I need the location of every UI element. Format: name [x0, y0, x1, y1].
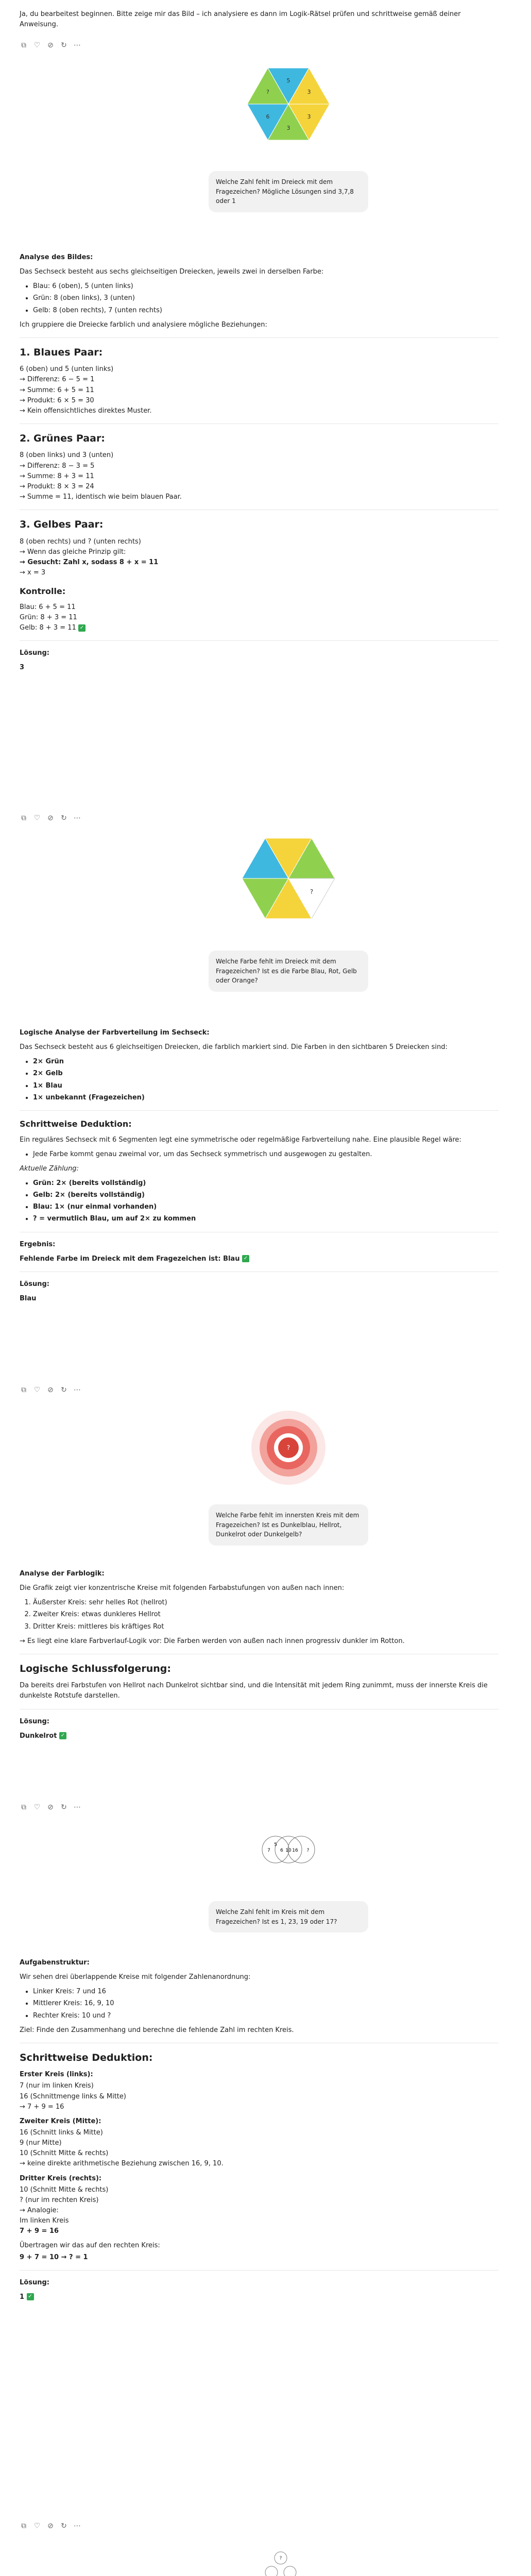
line: 16 (Schnitt links & Mitte) — [20, 2128, 103, 2137]
thumbs-up-icon[interactable]: ♡ — [33, 2522, 41, 2530]
pair-lines — [20, 537, 499, 579]
line: → Produkt: 8 × 3 = 24 — [20, 482, 94, 490]
hex-number: 3 — [307, 113, 311, 120]
check-icon: ✓ — [78, 624, 85, 632]
message-actions — [20, 1386, 81, 1394]
user-message-text: Welche Zahl fehlt im Dreieck mit dem Fragezeichen? Mögliche Lösungen sind 3,7,8 oder 1 — [216, 178, 354, 205]
user-message-bubble — [209, 1504, 368, 1546]
left-circle — [262, 1836, 289, 1863]
solution-value: Blau — [20, 1295, 37, 1303]
message-actions — [20, 2522, 81, 2530]
mid-lines — [20, 2128, 499, 2170]
divider — [20, 337, 499, 338]
hexagon-colors-figure — [209, 827, 368, 930]
thumbs-down-icon[interactable]: ⊘ — [47, 41, 54, 49]
circle-number: 7 — [267, 1848, 270, 1853]
line: → keine direkte arithmetische Beziehung zwischen 16, 9, 10. — [20, 2160, 224, 2168]
count-list — [20, 1057, 499, 1103]
thumbs-down-icon[interactable]: ⊘ — [47, 814, 54, 822]
hex-number: 5 — [286, 77, 290, 84]
line: Blau: 6 + 5 = 11 — [20, 603, 76, 611]
line: → Differenz: 6 − 5 = 1 — [20, 376, 95, 384]
message-actions — [20, 1803, 81, 1811]
hexagon-image-1 — [209, 57, 368, 152]
list-item: • Mittlerer Kreis: 16, 9, 10 — [33, 1998, 499, 2009]
copy-icon[interactable]: ⧉ — [21, 814, 26, 822]
assistant-answer-1 — [20, 252, 499, 677]
paragraph: Wir sehen drei überlappende Kreise mit folgender Zahlenanordnung: — [20, 1973, 251, 1981]
check-icon: ✓ — [27, 2293, 34, 2300]
solution-line — [20, 2292, 499, 2302]
circle-number: 10 — [285, 1848, 292, 1853]
control-lines — [20, 602, 499, 633]
current-list — [20, 1178, 499, 1225]
paragraph: Ziel: Finde den Zusammenhang und berechne die fehlende Zahl im rechten Kreis. — [20, 2026, 294, 2034]
color-list — [20, 281, 499, 315]
right-lines — [20, 2185, 499, 2237]
line: → Differenz: 8 − 3 = 5 — [20, 462, 95, 470]
regenerate-icon[interactable]: ↻ — [61, 1386, 67, 1394]
more-icon[interactable]: ⋯ — [74, 1386, 81, 1394]
thumbs-up-icon[interactable]: ♡ — [33, 41, 41, 49]
copy-icon[interactable]: ⧉ — [21, 1386, 26, 1394]
sub-heading: Zweiter Kreis (Mitte): — [20, 2117, 101, 2125]
message-actions — [20, 814, 81, 822]
sub-heading: Dritter Kreis (rechts): — [20, 2174, 102, 2182]
list-item: • 2× Grün — [33, 1057, 499, 1067]
circle-list — [20, 1987, 499, 2021]
paragraph: → Es liegt eine klare Farbverlauf-Logik vor: Die Farben werden von außen nach innen progressiv dunkler im Rotton. — [20, 1637, 405, 1645]
result-text: Fehlende Farbe im Dreieck mit dem Fragezeichen ist: Blau — [20, 1255, 240, 1263]
copy-icon[interactable]: ⧉ — [21, 41, 26, 49]
solution-label: Lösung: — [20, 1717, 49, 1725]
paragraph: Übertragen wir das auf den rechten Kreis: — [20, 2242, 160, 2250]
list-item: 1. Äußerster Kreis: sehr helles Rot (hellrot) — [33, 1598, 499, 1608]
more-icon[interactable]: ⋯ — [74, 814, 81, 822]
left-lines — [20, 2081, 499, 2112]
question-mark: ? — [310, 888, 314, 895]
circle — [265, 2566, 278, 2576]
copy-icon[interactable]: ⧉ — [21, 1803, 26, 1811]
label: Aktuelle Zählung: — [20, 1164, 79, 1173]
line: → x = 3 — [20, 568, 46, 577]
regenerate-icon[interactable]: ↻ — [61, 1803, 67, 1811]
line: → Summe = 11, identisch wie beim blauen Paar. — [20, 493, 182, 501]
line: 7 (nur im linken Kreis) — [20, 2082, 94, 2090]
copy-icon[interactable]: ⧉ — [21, 2522, 26, 2530]
list-item: • ? = vermutlich Blau, um auf 2× zu kommen — [33, 1214, 499, 1224]
divider — [20, 640, 499, 641]
thumbs-up-icon[interactable]: ♡ — [33, 814, 41, 822]
intro-text: Ja, du bearbeitest beginnen. Bitte zeige mir das Bild – ich analysiere es dann im Logik-Rätsel prüfen und schrittweise gemäß deiner Anweisung. — [20, 10, 461, 29]
line: 8 (oben rechts) und ? (unten rechts) — [20, 537, 141, 546]
assistant-intro — [20, 9, 499, 34]
message-actions — [20, 41, 81, 49]
section-heading: Logische Analyse der Farbverteilung im Sechseck: — [20, 1029, 210, 1037]
section-heading: Schrittweise Deduktion: — [20, 2052, 153, 2063]
ring-list — [20, 1598, 499, 1632]
more-icon[interactable]: ⋯ — [74, 41, 81, 49]
hex-number: 3 — [307, 89, 311, 95]
regenerate-icon[interactable]: ↻ — [61, 814, 67, 822]
analysis-heading: Analyse des Bildes: — [20, 253, 93, 261]
list-item: • Grün: 8 (oben links), 3 (unten) — [33, 293, 499, 303]
line: 10 (Schnitt Mitte & rechts) — [20, 2149, 109, 2158]
solution-line — [20, 1731, 499, 1741]
list-item: 3. Dritter Kreis: mittleres bis kräftiges Rot — [33, 1622, 499, 1632]
more-icon[interactable]: ⋯ — [74, 1803, 81, 1811]
list-item: • Linker Kreis: 7 und 16 — [33, 1987, 499, 1997]
user-message-bubble — [209, 951, 368, 992]
section-heading: Kontrolle: — [20, 586, 66, 597]
line: → Kein offensichtliches direktes Muster. — [20, 406, 152, 415]
paragraph: Da bereits drei Farbstufen von Hellrot nach Dunkelrot sichtbar sind, und die Intensität mit jedem Ring zunimmt, muss der innerste Kreis die dunkelste Rotstufe darstellen. — [20, 1682, 488, 1700]
line: → Gesucht: Zahl x, sodass 8 + x = 11 — [20, 558, 159, 566]
list-item: • Jede Farbe kommt genau zweimal vor, um das Sechseck symmetrisch und ausgewogen zu gestalten. — [33, 1149, 499, 1160]
list-item: • Blau: 1× (nur einmal vorhanden) — [33, 1202, 499, 1212]
section-heading: 3. Gelbes Paar: — [20, 519, 104, 531]
line: → Wenn das gleiche Prinzip gilt: — [20, 548, 126, 556]
section-heading: Analyse der Farblogik: — [20, 1570, 105, 1578]
concentric-circles-figure — [209, 1406, 368, 1489]
regenerate-icon[interactable]: ↻ — [61, 2522, 67, 2530]
section-heading: 2. Grünes Paar: — [20, 432, 105, 444]
line — [20, 623, 499, 633]
assistant-answer-2 — [20, 1028, 499, 1308]
line: 10 (Schnitt Mitte & rechts) — [20, 2185, 109, 2194]
circles-image-3 — [209, 1406, 368, 1489]
assistant-answer-3 — [20, 1569, 499, 1745]
paragraph: Ein reguläres Sechseck mit 6 Segmenten legt eine symmetrische oder regelmäßige Farbverteilung nahe. Eine plausible Regel wäre: — [20, 1136, 461, 1144]
section-heading: Schrittweise Deduktion: — [20, 1118, 132, 1129]
solution-value: Dunkelrot — [20, 1732, 57, 1740]
analysis-intro: Das Sechseck besteht aus sechs gleichseitigen Dreiecken, jeweils zwei in derselben Farbe: — [20, 268, 324, 276]
line: 9 (nur Mitte) — [20, 2139, 62, 2147]
label: Ergebnis: — [20, 1240, 56, 1248]
hex-number: 6 — [266, 113, 270, 120]
hexagon-numbers-figure — [209, 57, 368, 152]
circle — [284, 2566, 296, 2576]
user-message-bubble — [209, 1901, 368, 1933]
regenerate-icon[interactable]: ↻ — [61, 41, 67, 49]
user-message-text: Welche Farbe fehlt im Dreieck mit dem Fragezeichen? Ist es die Farbe Blau, Rot, Gelb oder Orange? — [216, 958, 357, 985]
circle-triangles-figure — [209, 2543, 368, 2576]
overlapping-circles-figure — [209, 1826, 368, 1873]
sub-heading: Erster Kreis (links): — [20, 2071, 93, 2079]
result-line — [20, 1254, 499, 1264]
check-icon: ✓ — [59, 1732, 66, 1739]
solution-value: 1 — [20, 2293, 25, 2301]
rule-list — [20, 1149, 499, 1160]
more-icon[interactable]: ⋯ — [74, 2522, 81, 2530]
solution-label: Lösung: — [20, 2278, 49, 2286]
hexagon-image-2 — [209, 827, 368, 930]
divider — [20, 423, 499, 424]
circle-number: 16 — [292, 1848, 298, 1853]
triangles-image-5 — [209, 2543, 368, 2576]
solution-label: Lösung: — [20, 649, 49, 657]
line: Grün: 8 + 3 = 11 — [20, 614, 77, 622]
solution-label: Lösung: — [20, 1280, 49, 1288]
list-item: • 2× Gelb — [33, 1069, 499, 1079]
group-note: Ich gruppiere die Dreiecke farblich und analysiere mögliche Beziehungen: — [20, 320, 267, 329]
line: → Produkt: 6 × 5 = 30 — [20, 396, 94, 404]
list-item: • Blau: 6 (oben), 5 (unten links) — [33, 281, 499, 292]
circles-image-4 — [209, 1826, 368, 1873]
line: Im linken Kreis — [20, 2217, 69, 2225]
hex-number: ? — [266, 89, 269, 95]
section-heading: Aufgabenstruktur: — [20, 1959, 90, 1967]
line: 6 (oben) und 5 (unten links) — [20, 365, 114, 374]
line: → Summe: 8 + 3 = 11 — [20, 472, 94, 480]
user-message-text: Welche Zahl fehlt im Kreis mit dem Fragezeichen? Ist es 1, 23, 19 oder 17? — [216, 1908, 337, 1925]
line: 16 (Schnittmenge links & Mitte) — [20, 2092, 126, 2100]
paragraph: Die Grafik zeigt vier konzentrische Kreise mit folgenden Farbabstufungen von außen nach innen: — [20, 1584, 345, 1592]
list-item: 2. Zweiter Kreis: etwas dunkleres Hellrot — [33, 1609, 499, 1620]
line: → 7 + 9 = 16 — [20, 2103, 64, 2111]
line: 8 (oben links) und 3 (unten) — [20, 451, 114, 460]
thumbs-down-icon[interactable]: ⊘ — [47, 1386, 54, 1394]
question-mark: ? — [286, 1444, 290, 1451]
thumbs-up-icon[interactable]: ♡ — [33, 1386, 41, 1394]
thumbs-down-icon[interactable]: ⊘ — [47, 2522, 54, 2530]
hex-number: 3 — [286, 125, 290, 131]
section-heading: Logische Schlussfolgerung: — [20, 1663, 171, 1674]
user-message-text: Welche Farbe fehlt im innersten Kreis mit dem Fragezeichen? Ist es Dunkelblau, Hellrot, Dunkelrot oder Dunkelgelb? — [216, 1512, 359, 1538]
list-item: • 1× unbekannt (Fragezeichen) — [33, 1093, 499, 1103]
thumbs-down-icon[interactable]: ⊘ — [47, 1803, 54, 1811]
solution-value: 3 — [20, 664, 25, 672]
line: ? (nur im rechten Kreis) — [20, 2196, 99, 2204]
calc-line: 9 + 7 = 10 → ? = 1 — [20, 2253, 88, 2261]
circle-number: 5 — [274, 1842, 277, 1848]
list-item: • Gelb: 8 (oben rechts), 7 (unten rechts) — [33, 306, 499, 316]
line: → Summe: 6 + 5 = 11 — [20, 386, 94, 394]
thumbs-up-icon[interactable]: ♡ — [33, 1803, 41, 1811]
list-item: • Grün: 2× (bereits vollständig) — [33, 1178, 499, 1189]
line: 7 + 9 = 16 — [20, 2227, 59, 2235]
paragraph: Das Sechseck besteht aus 6 gleichseitigen Dreiecken, die farblich markiert sind. Die Farben in den sichtbaren 5 Dreiecken sind: — [20, 1043, 448, 1052]
circle-number: 6 — [280, 1848, 283, 1853]
circle-number: ? — [279, 2556, 282, 2561]
pair-lines — [20, 364, 499, 416]
section-heading: 1. Blaues Paar: — [20, 346, 103, 358]
list-item: • Gelb: 2× (bereits vollständig) — [33, 1190, 499, 1200]
line-text: Gelb: 8 + 3 = 11 — [20, 624, 76, 632]
line: → Analogie: — [20, 2206, 59, 2214]
divider — [20, 1110, 499, 1111]
assistant-answer-4 — [20, 1958, 499, 2307]
check-icon: ✓ — [242, 1255, 249, 1262]
user-message-bubble — [209, 171, 368, 212]
circle-number: ? — [306, 1848, 310, 1853]
list-item: • 1× Blau — [33, 1081, 499, 1091]
pair-lines — [20, 450, 499, 502]
list-item: • Rechter Kreis: 10 und ? — [33, 2011, 499, 2021]
